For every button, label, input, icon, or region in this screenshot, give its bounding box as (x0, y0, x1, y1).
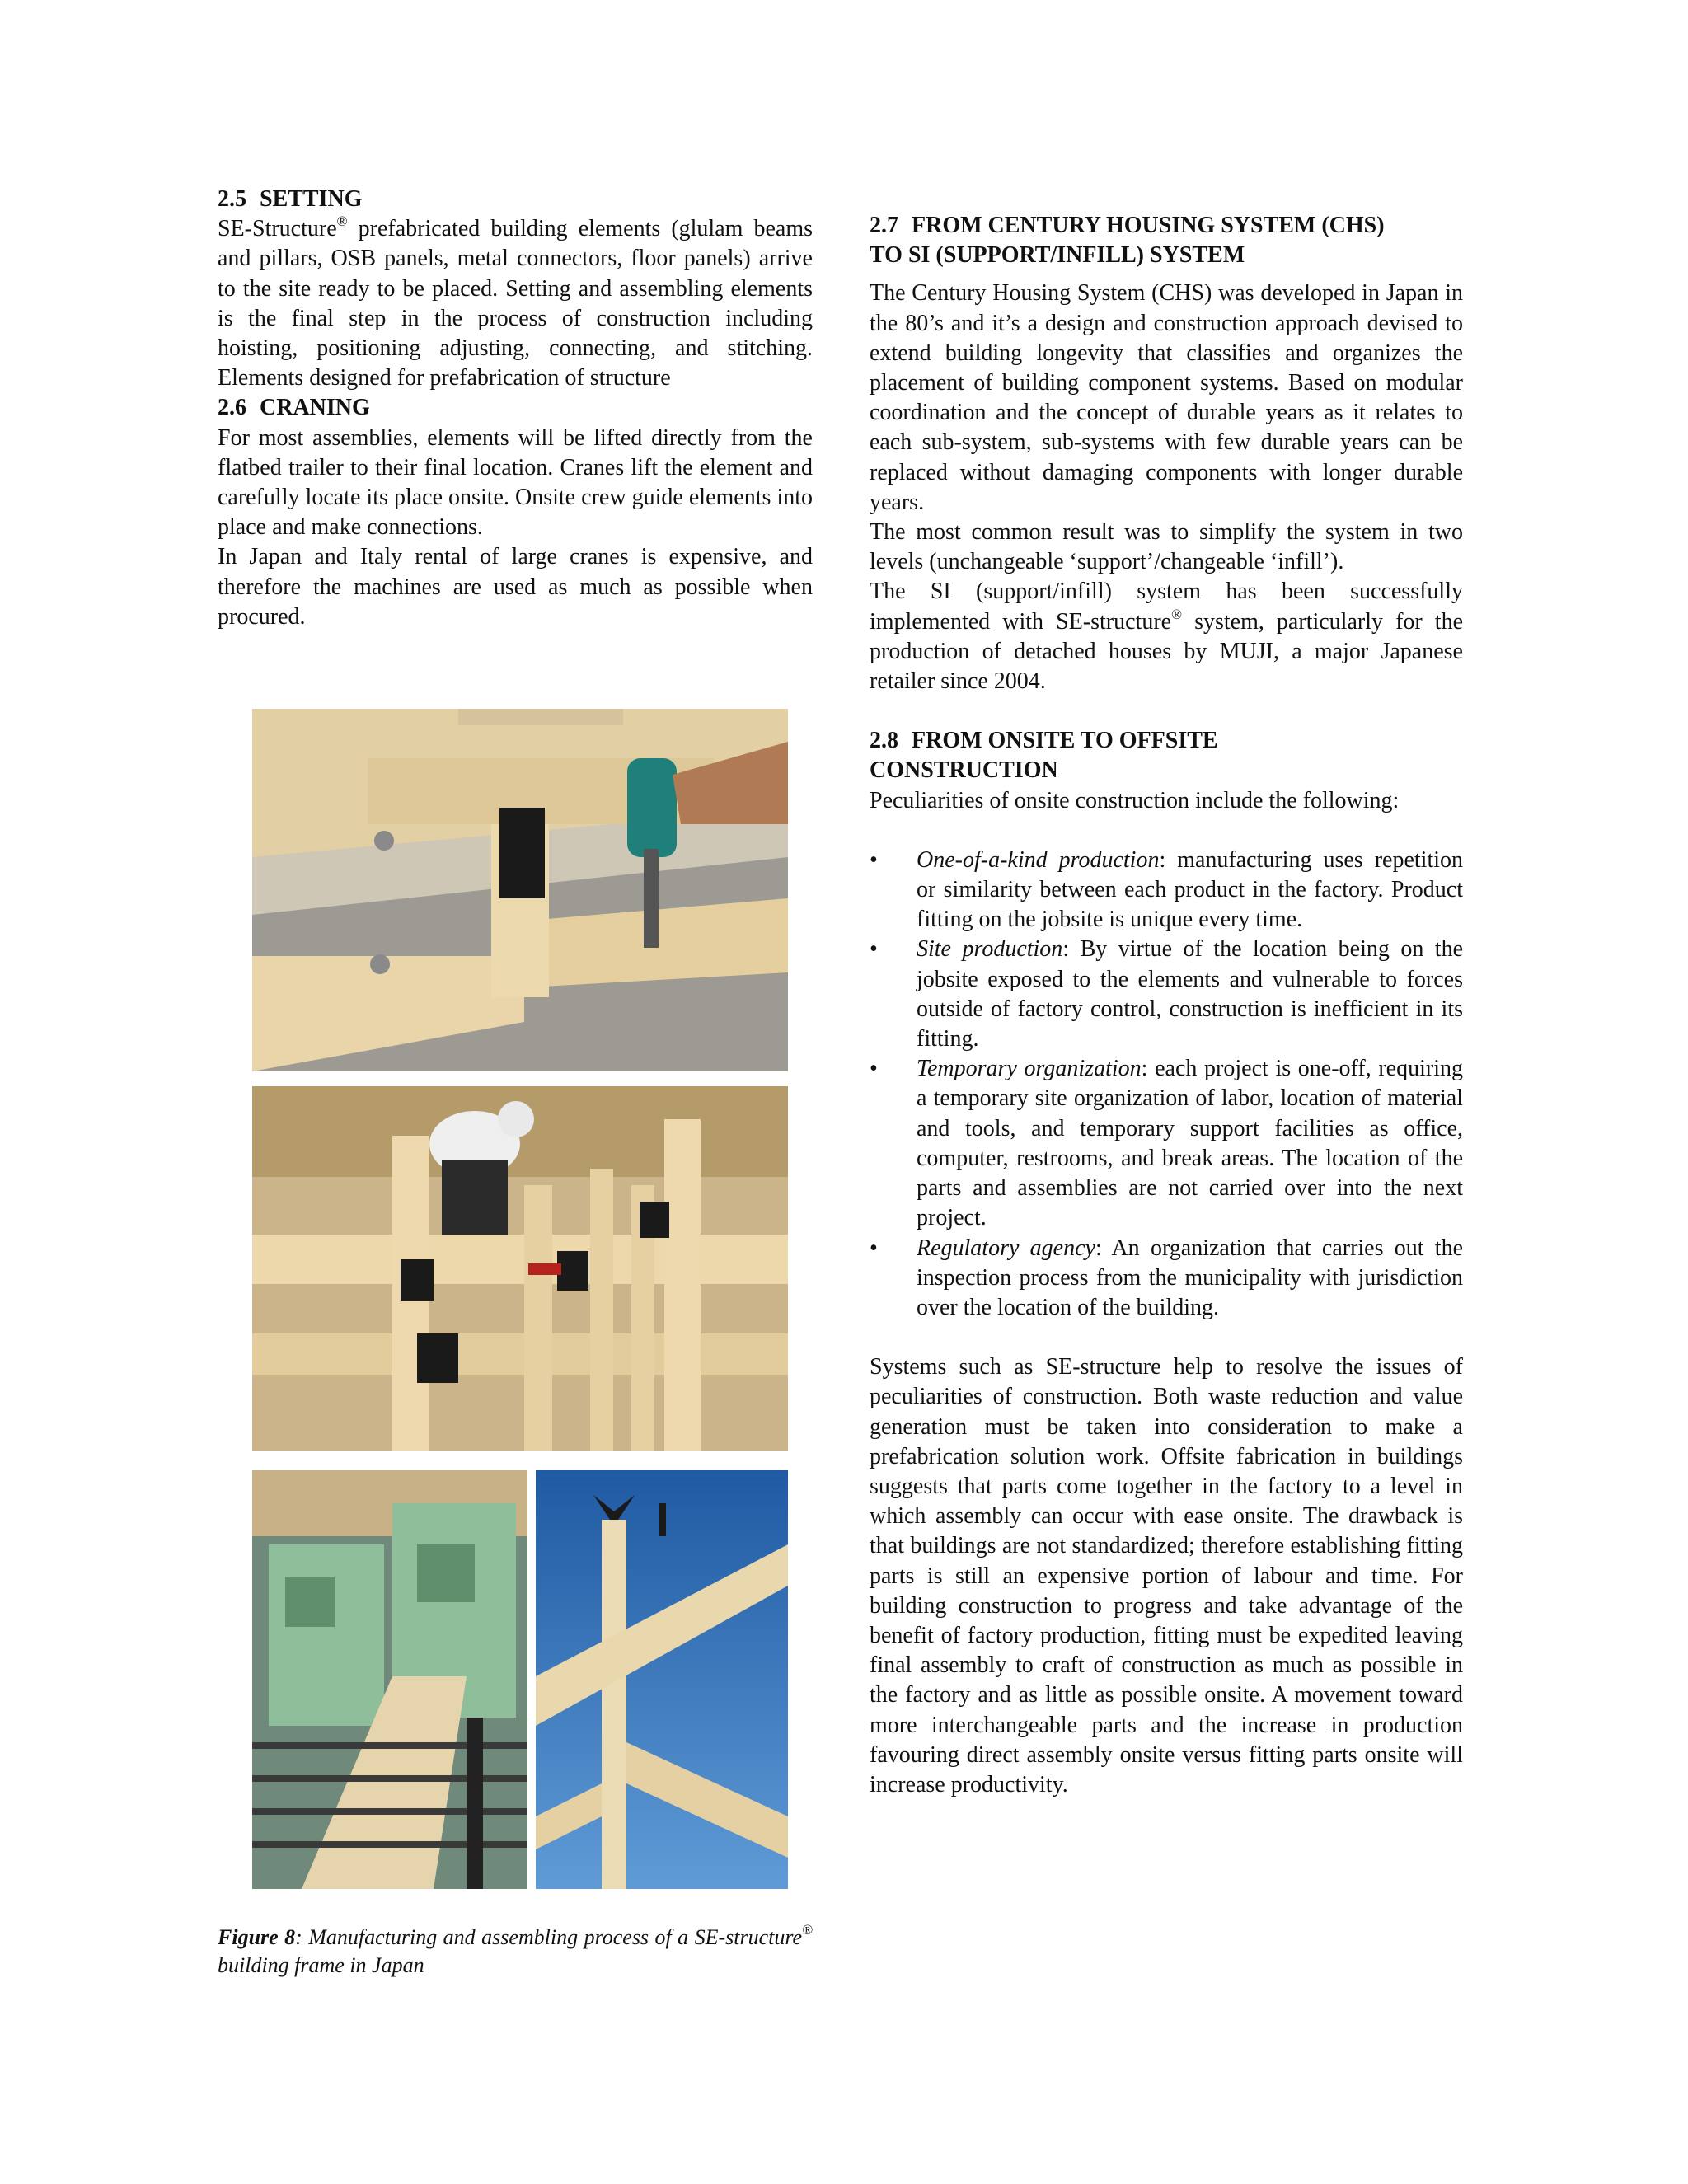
figure-photo-factory-machine (252, 1470, 528, 1889)
section-2-6-paragraph-2: In Japan and Italy rental of large cranes is expensive, and therefore the machines are used as much as possible when procured. (218, 544, 813, 630)
figure-photo-timber-column-sky (536, 1470, 788, 1889)
list-item: • Site production: By virtue of the location being on the jobsite exposed to the elements and vulnerable to forces outside of factory control, construction is inefficient in its fitting. (870, 936, 1463, 1052)
peculiarities-list (870, 846, 1463, 1323)
section-2-5-heading: 2.5 SETTING (218, 186, 363, 212)
right-column (870, 211, 1463, 1800)
section-2-5-body: SE-Structure® prefabricated building elements (glulam beams and pillars, OSB panels, metal connectors, floor panels) arrive to the site ready to be placed. Setting and assembling elements is the final step in the process of construction including hoisting, positioning adjusting, connecting, and stitching. Elements designed for prefabrication of structure (218, 213, 813, 391)
figure-photo-connector-drilling (252, 709, 788, 1071)
section-2-6-paragraph-1: For most assemblies, elements will be lifted directly from the flatbed trailer to their final location. Cranes lift the element and carefully locate its place onsite. Onsite crew guide elements into place and make connections. (218, 424, 813, 541)
list-item: • Regulatory agency: An organization that carries out the inspection process from the municipality with jurisdiction over the location of the building. (870, 1235, 1463, 1320)
section-2-7-paragraph-3: The SI (support/infill) system has been successfully implemented with SE-structure® system, particularly for the production of detached houses by MUJI, a major Japanese retailer since 2004. (870, 579, 1463, 695)
list-item: • Temporary organization: each project is one-off, requiring a temporary site organization of labor, location of material and tools, and temporary support facilities as office, computer, restrooms, and break areas. The location of the parts and assemblies are not carried over into the next project. (870, 1056, 1463, 1231)
section-2-6-heading: 2.6 CRANING (218, 395, 370, 421)
left-column (218, 185, 813, 632)
section-2-8-intro: Peculiarities of onsite construction include the following: (870, 787, 1400, 813)
list-item: • One-of-a-kind production: manufacturing uses repetition or similarity between each product in the factory. Product fitting on the jobsite is unique every time. (870, 846, 1463, 933)
section-2-7-heading: 2.7 FROM CENTURY HOUSING SYSTEM (CHS) TO SI (SUPPORT/INFILL) SYSTEM (870, 213, 1385, 269)
figure-photo-worker-on-frame (252, 1086, 788, 1451)
section-2-8-heading: 2.8 FROM ONSITE TO OFFSITE CONSTRUCTION (870, 728, 1218, 784)
section-2-7-paragraph-1: The Century Housing System (CHS) was developed in Japan in the 80’s and it’s a design and construction approach devised to extend building longevity that classifies and organizes the placement of building component systems. Based on modular coordination and the concept of durable years as it relates to each sub-system, sub-systems with few durable years can be replaced without damaging components with longer durable years. (870, 280, 1463, 515)
figure-caption: Figure 8: Manufacturing and assembling process of a SE-structure® building frame in Japan (218, 1922, 814, 1977)
section-2-8-closing: Systems such as SE-structure help to resolve the issues of peculiarities of construction. Both waste reduction and value generation must be taken into consideration to make a prefabrication solution work. Offsite fabrication in buildings suggests that parts come together in the factory to a level in which assembly can occur with ease onsite. The drawback is that buildings are not standardized; therefore establishing fitting parts is still an expensive portion of labour and time. For building construction to progress and take advantage of the benefit of factory production, fitting must be expedited leaving final assembly to craft of construction as much as possible in the factory and as little as possible onsite. A movement toward more interchangeable parts and the increase in production favouring direct assembly onsite versus fitting parts onsite will increase productivity. (870, 1354, 1463, 1797)
section-2-7-paragraph-2: The most common result was to simplify the system in two levels (unchangeable ‘support’/changeable ‘infill’). (870, 519, 1463, 575)
